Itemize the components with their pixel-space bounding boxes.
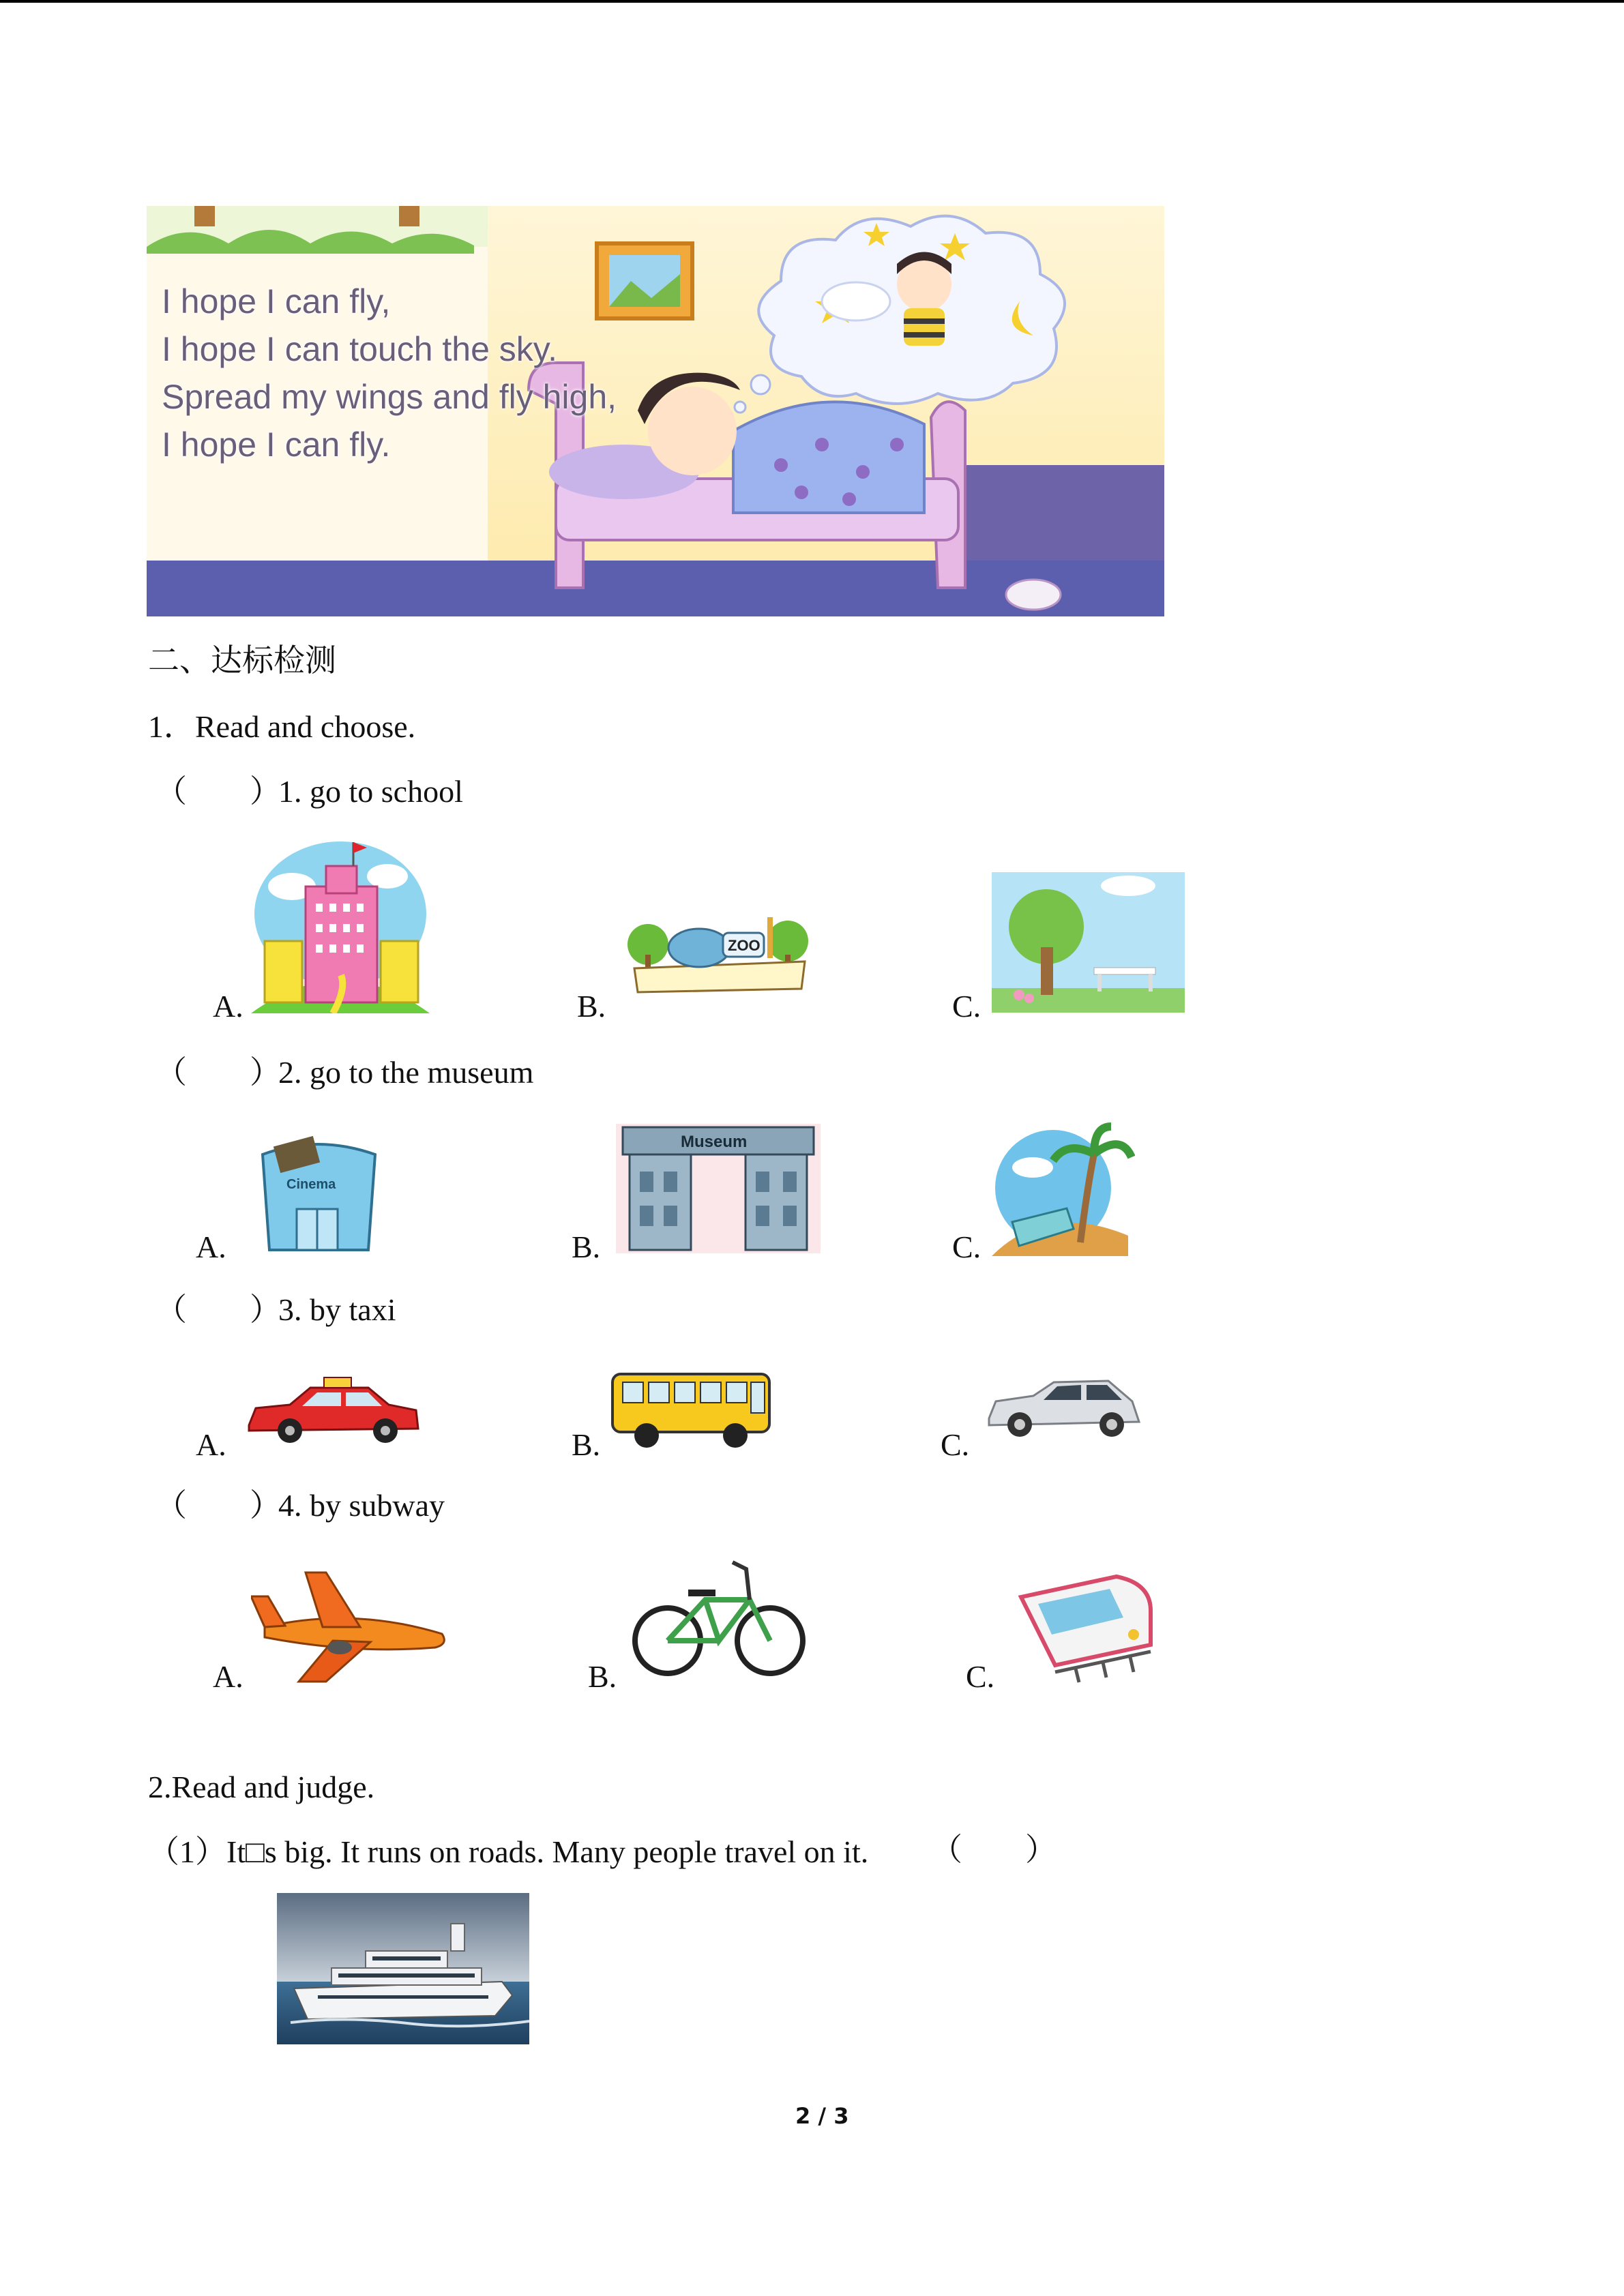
subway-train-image[interactable] (1014, 1570, 1161, 1684)
option-label: A. (196, 1229, 226, 1264)
option-label: C. (966, 1659, 995, 1694)
question-text: 2. go to the museum (278, 1055, 534, 1090)
question-text: 3. by taxi (278, 1292, 396, 1327)
option-label: B. (572, 1427, 601, 1462)
zoo-sign-text: ZOO (728, 937, 761, 954)
poem-line: I hope I can fly, (162, 282, 391, 320)
poem-line: I hope I can fly. (162, 426, 391, 464)
bus-image[interactable] (609, 1367, 776, 1452)
poem-line: Spread my wings and fly high, (162, 378, 617, 416)
option-label: C. (941, 1427, 970, 1462)
question-text: 1. go to school (278, 774, 463, 809)
cinema-image[interactable] (249, 1127, 389, 1253)
museum-image[interactable] (616, 1124, 821, 1253)
judge-item-text: （1）It□s big. It runs on roads. Many people travel on it. (148, 1834, 869, 1869)
zoo-image[interactable] (621, 907, 818, 996)
top-rule (0, 0, 1624, 3)
option-label: C. (952, 989, 981, 1024)
beach-image[interactable] (992, 1120, 1135, 1256)
bicycle-image[interactable] (630, 1552, 808, 1678)
option-label: B. (588, 1659, 617, 1694)
page-number: 2 / 3 (795, 2103, 849, 2129)
answer-bracket[interactable]: （ ） (156, 1055, 281, 1090)
answer-bracket[interactable]: （ ） (156, 1488, 281, 1523)
option-label: A. (213, 1659, 243, 1694)
option-label: B. (572, 1229, 601, 1264)
taxi-image[interactable] (242, 1371, 423, 1449)
museum-sign-text: Museum (681, 1133, 748, 1151)
section-title: 二、达标检测 (148, 643, 336, 678)
option-label: A. (196, 1427, 226, 1462)
answer-bracket[interactable]: （ ） (156, 774, 281, 809)
part1-heading: 1．Read and choose. (148, 709, 416, 744)
question-text: 4. by subway (278, 1488, 445, 1523)
poem-text (162, 278, 617, 468)
ship-image[interactable] (277, 1893, 529, 2044)
part2-heading: 2.Read and judge. (148, 1770, 375, 1804)
poem-illustration (147, 206, 1164, 616)
option-label: C. (952, 1229, 981, 1264)
airplane-image[interactable] (251, 1566, 456, 1685)
cinema-sign-text: Cinema (286, 1177, 336, 1192)
poem-line: I hope I can touch the sky. (162, 330, 557, 368)
option-label: B. (577, 989, 606, 1024)
answer-bracket[interactable]: （ ） (156, 1292, 281, 1327)
park-image[interactable] (992, 872, 1185, 1013)
school-image[interactable] (251, 839, 430, 1013)
answer-bracket[interactable]: （ ） (931, 1832, 1057, 1867)
option-label: A. (213, 989, 243, 1024)
car-image[interactable] (979, 1354, 1146, 1455)
